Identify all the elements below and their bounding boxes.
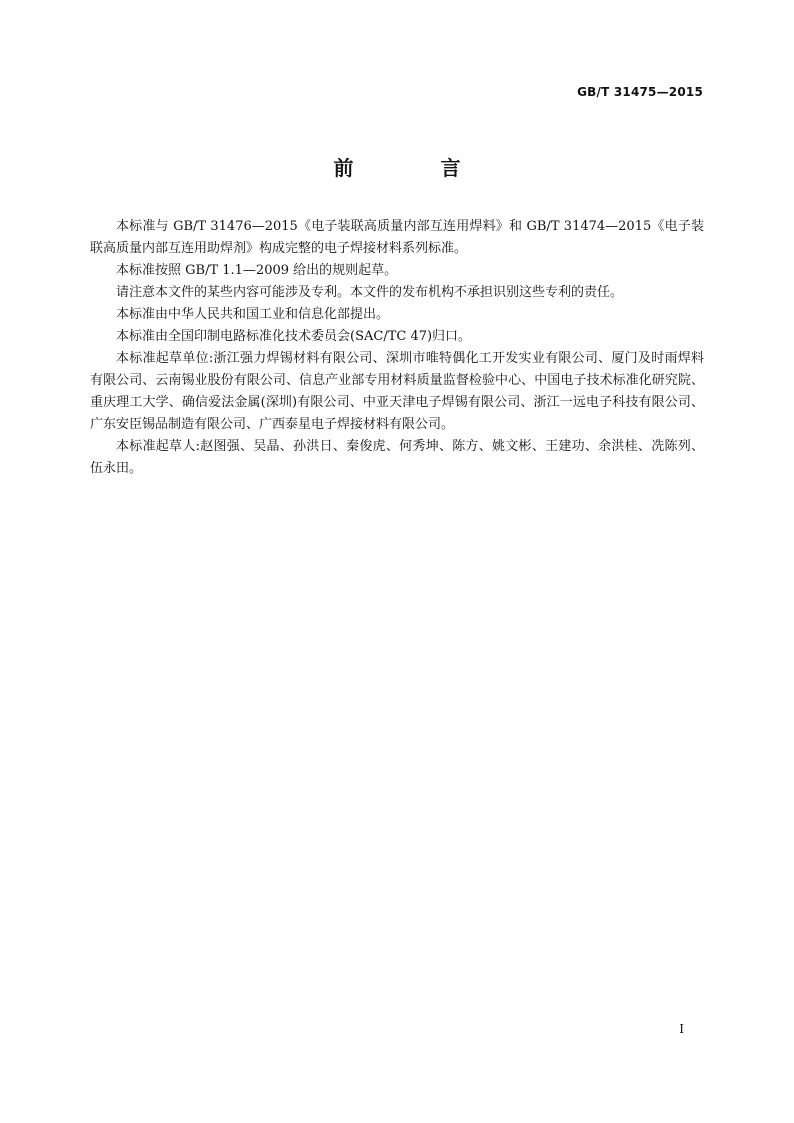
page-number: I <box>679 1022 684 1036</box>
paragraph-drafters: 本标准起草人:赵图强、吴晶、孙洪日、秦俊虎、何秀坤、陈方、姚文彬、王建功、余洪桂、冼陈列、伍永田。 <box>90 439 704 476</box>
paragraph-drafting-rules: 本标准按照 GB/T 1.1—2009 给出的规则起草。 <box>116 263 398 278</box>
paragraph-committee: 本标准由全国印制电路标准化技术委员会(SAC/TC 47)归口。 <box>116 329 472 344</box>
paragraph-patent-notice: 请注意本文件的某些内容可能涉及专利。本文件的发布机构不承担识别这些专利的责任。 <box>116 285 624 300</box>
foreword-body <box>90 216 704 480</box>
paragraph-series-relation: 本标准与 GB/T 31476—2015《电子装联高质量内部互连用焊料》和 GB/T 31474—2015《电子装联高质量内部互连用助焊剂》构成完整的电子焊接材料系列标准。 <box>90 219 704 256</box>
page-title: 前 言 <box>333 156 501 180</box>
paragraph-drafting-units: 本标准起草单位:浙江强力焊锡材料有限公司、深圳市唯特偶化工开发实业有限公司、厦门及时雨焊料有限公司、云南锡业股份有限公司、信息产业部专用材料质量监督检验中心、中国电子技术标准化研究院、重庆理工大学、确信爱法金属(深圳)有限公司、中亚天津电子焊锡有限公司、浙江一远电子科技有限公司、广东安臣锡品制造有限公司、广西泰星电子焊接材料有限公司。 <box>90 351 704 432</box>
standard-code: GB/T 31475—2015 <box>577 85 703 99</box>
paragraph-proposer: 本标准由中华人民共和国工业和信息化部提出。 <box>116 307 390 322</box>
